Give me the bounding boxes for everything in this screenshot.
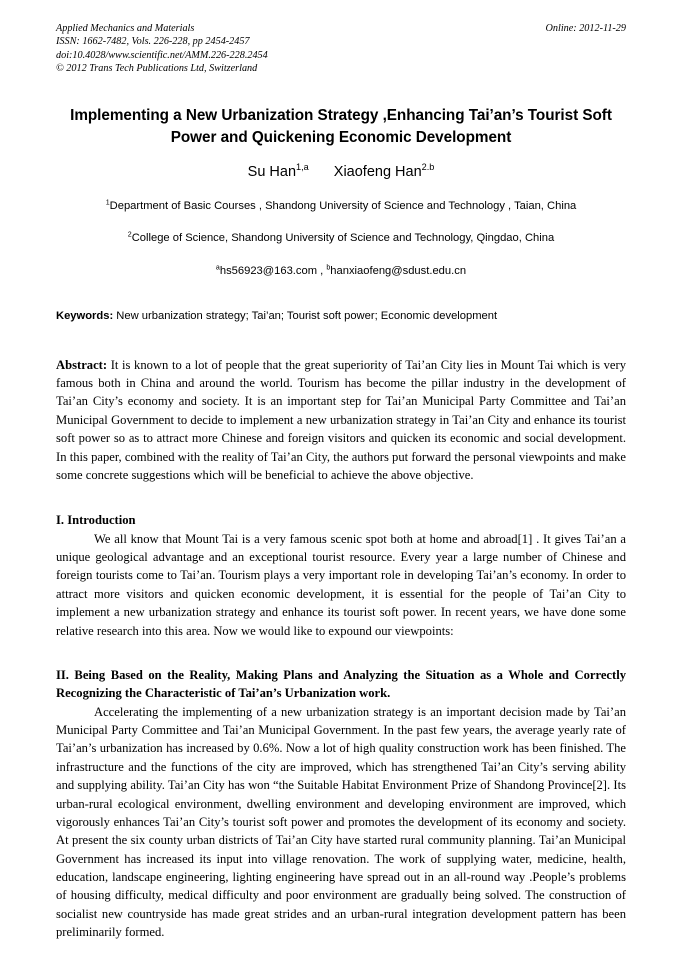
author-1-name: Su Han [247,164,297,181]
section-2-heading: II. Being Based on the Reality, Making Plans and Analyzing the Situation as a Whole and Correctly Recognizing the Characteristic of Tai’an’s Urbanization work. [56,667,626,701]
author-2-affiliation-marker: 2.b [421,162,435,173]
affiliation-2-marker: 2 [127,231,132,239]
email-1-address[interactable]: hs56923@163.com [219,265,318,278]
journal-header-left [56,22,546,75]
author-2 [334,164,435,180]
online-publication-date: Online: 2012-11-29 [545,23,626,34]
affiliation-1-text: Department of Basic Courses , Shandong University of Science and Technology , Taian, China [109,200,577,213]
paper-title-line-2: Soft Power and Quickening Economic Development [170,107,612,146]
affiliation-2-text: College of Science, Shandong University of Science and Technology, Qingdao, China [131,231,555,244]
author-1-affiliation-marker: 1,a [296,162,309,173]
journal-name: Applied Mechanics and Materials [56,23,195,34]
email-2-address[interactable]: hanxiaofeng@sdust.edu.cn [330,265,467,278]
keywords-text: New urbanization strategy; Tai’an; Tourist soft power; Economic development [113,309,498,322]
email-2-marker: b [326,264,331,272]
affiliation-2 [56,231,626,246]
email-separator: , [317,265,327,278]
author-1 [248,164,309,180]
author-2-name: Xiaofeng Han [333,164,422,181]
journal-header [56,22,626,75]
affiliation-1-marker: 1 [105,199,110,207]
journal-issn-line: ISSN: 1662-7482, Vols. 226-228, pp 2454-2457 [56,36,250,48]
keywords-block [56,309,626,325]
email-1-marker: a [215,264,220,272]
paper-title-line-1: Implementing a New Urbanization Strategy ,Enhancing Tai’an’s Tourist [70,107,579,124]
abstract-block [56,356,626,485]
journal-header-right [546,22,626,35]
section-1-heading: I. Introduction [56,513,136,528]
author-list [56,163,626,182]
author-emails [56,264,626,279]
paper-title [60,105,622,148]
journal-doi-line: doi:10.4028/www.scientific.net/AMM.226-228.2454 [56,49,268,61]
journal-copyright-line: © 2012 Trans Tech Publications Ltd, Switzerland [56,62,258,74]
abstract-label: Abstract: [56,357,108,372]
section-2-paragraph-1: Accelerating the implementing of a new urbanization strategy is an important decision made by Tai’an Municipal Party Committee and Tai’an Municipal Government. In the past few years, the average yearly rate of Tai’an’s urbanization has increased by 0.6%. Now a lot of high quality construction work has been finished. The infrastructure and the functions of the city are improved, which has strengthened Tai’an City’s serving ability and supplying ability. Tai’an City has won “the Suitable Habitat Environment Prize of Shandong Province[2]. Its urban-rural ecological environment, dwelling environment and developing environment are improved, which vigorously enhances Tai’an City’s tourist soft power and promotes the development of its economy and society. At present the six county urban districts of Tai’an City have started rural community planning. Tai’an Municipal Government has increased its input into village renovation. The work of supplying water, medicine, health, education, landscape engineering, lighting engineering have spread out in an all-round way .People’s problems of housing difficulty, medical difficulty and poor environment are gradually being solved. The construction of socialist new countryside has made great strides and an urban-rural integration development pattern has been preliminarily formed. [56,704,626,940]
abstract-text: It is known to a lot of people that the great superiority of Tai’an City lies in Mount Tai which is very famous both in China and around the world. Tourism has become the pillar industry in the development of Tai’an City’s economy and society. It is an important step for Tai’an Municipal Party Committee and Tai’an Municipal Government to decide to implement a new urbanization strategy in Tai’an City and enhance its tourist soft power so as to attract more Chinese and foreign visitors and quicken its economic and social development. In this paper, combined with the reality of Tai’an City, the authors put forward the personal viewpoints and make some concrete suggestions which will be beneficial to achieve the above objective. [56,357,626,482]
section-1-paragraph-1: We all know that Mount Tai is a very famous scenic spot both at home and abroad[1] . It gives Tai’an a unique geological advantage and an exceptional tourist resource. Every year a large number of Chinese and foreign tourists come to Tai’an. Tourism plays a very important role in developing Tai’an’s economy. In order to attract more visitors and quicken economic development, it is essential for the people of Tai’an City to implement a new urbanization strategy and enhance its tourist soft power. In recent years, we have done some relative research into this area. Now we would like to expound our viewpoints: [56,531,626,638]
keywords-label: Keywords: [56,309,114,322]
affiliation-1 [56,199,626,214]
